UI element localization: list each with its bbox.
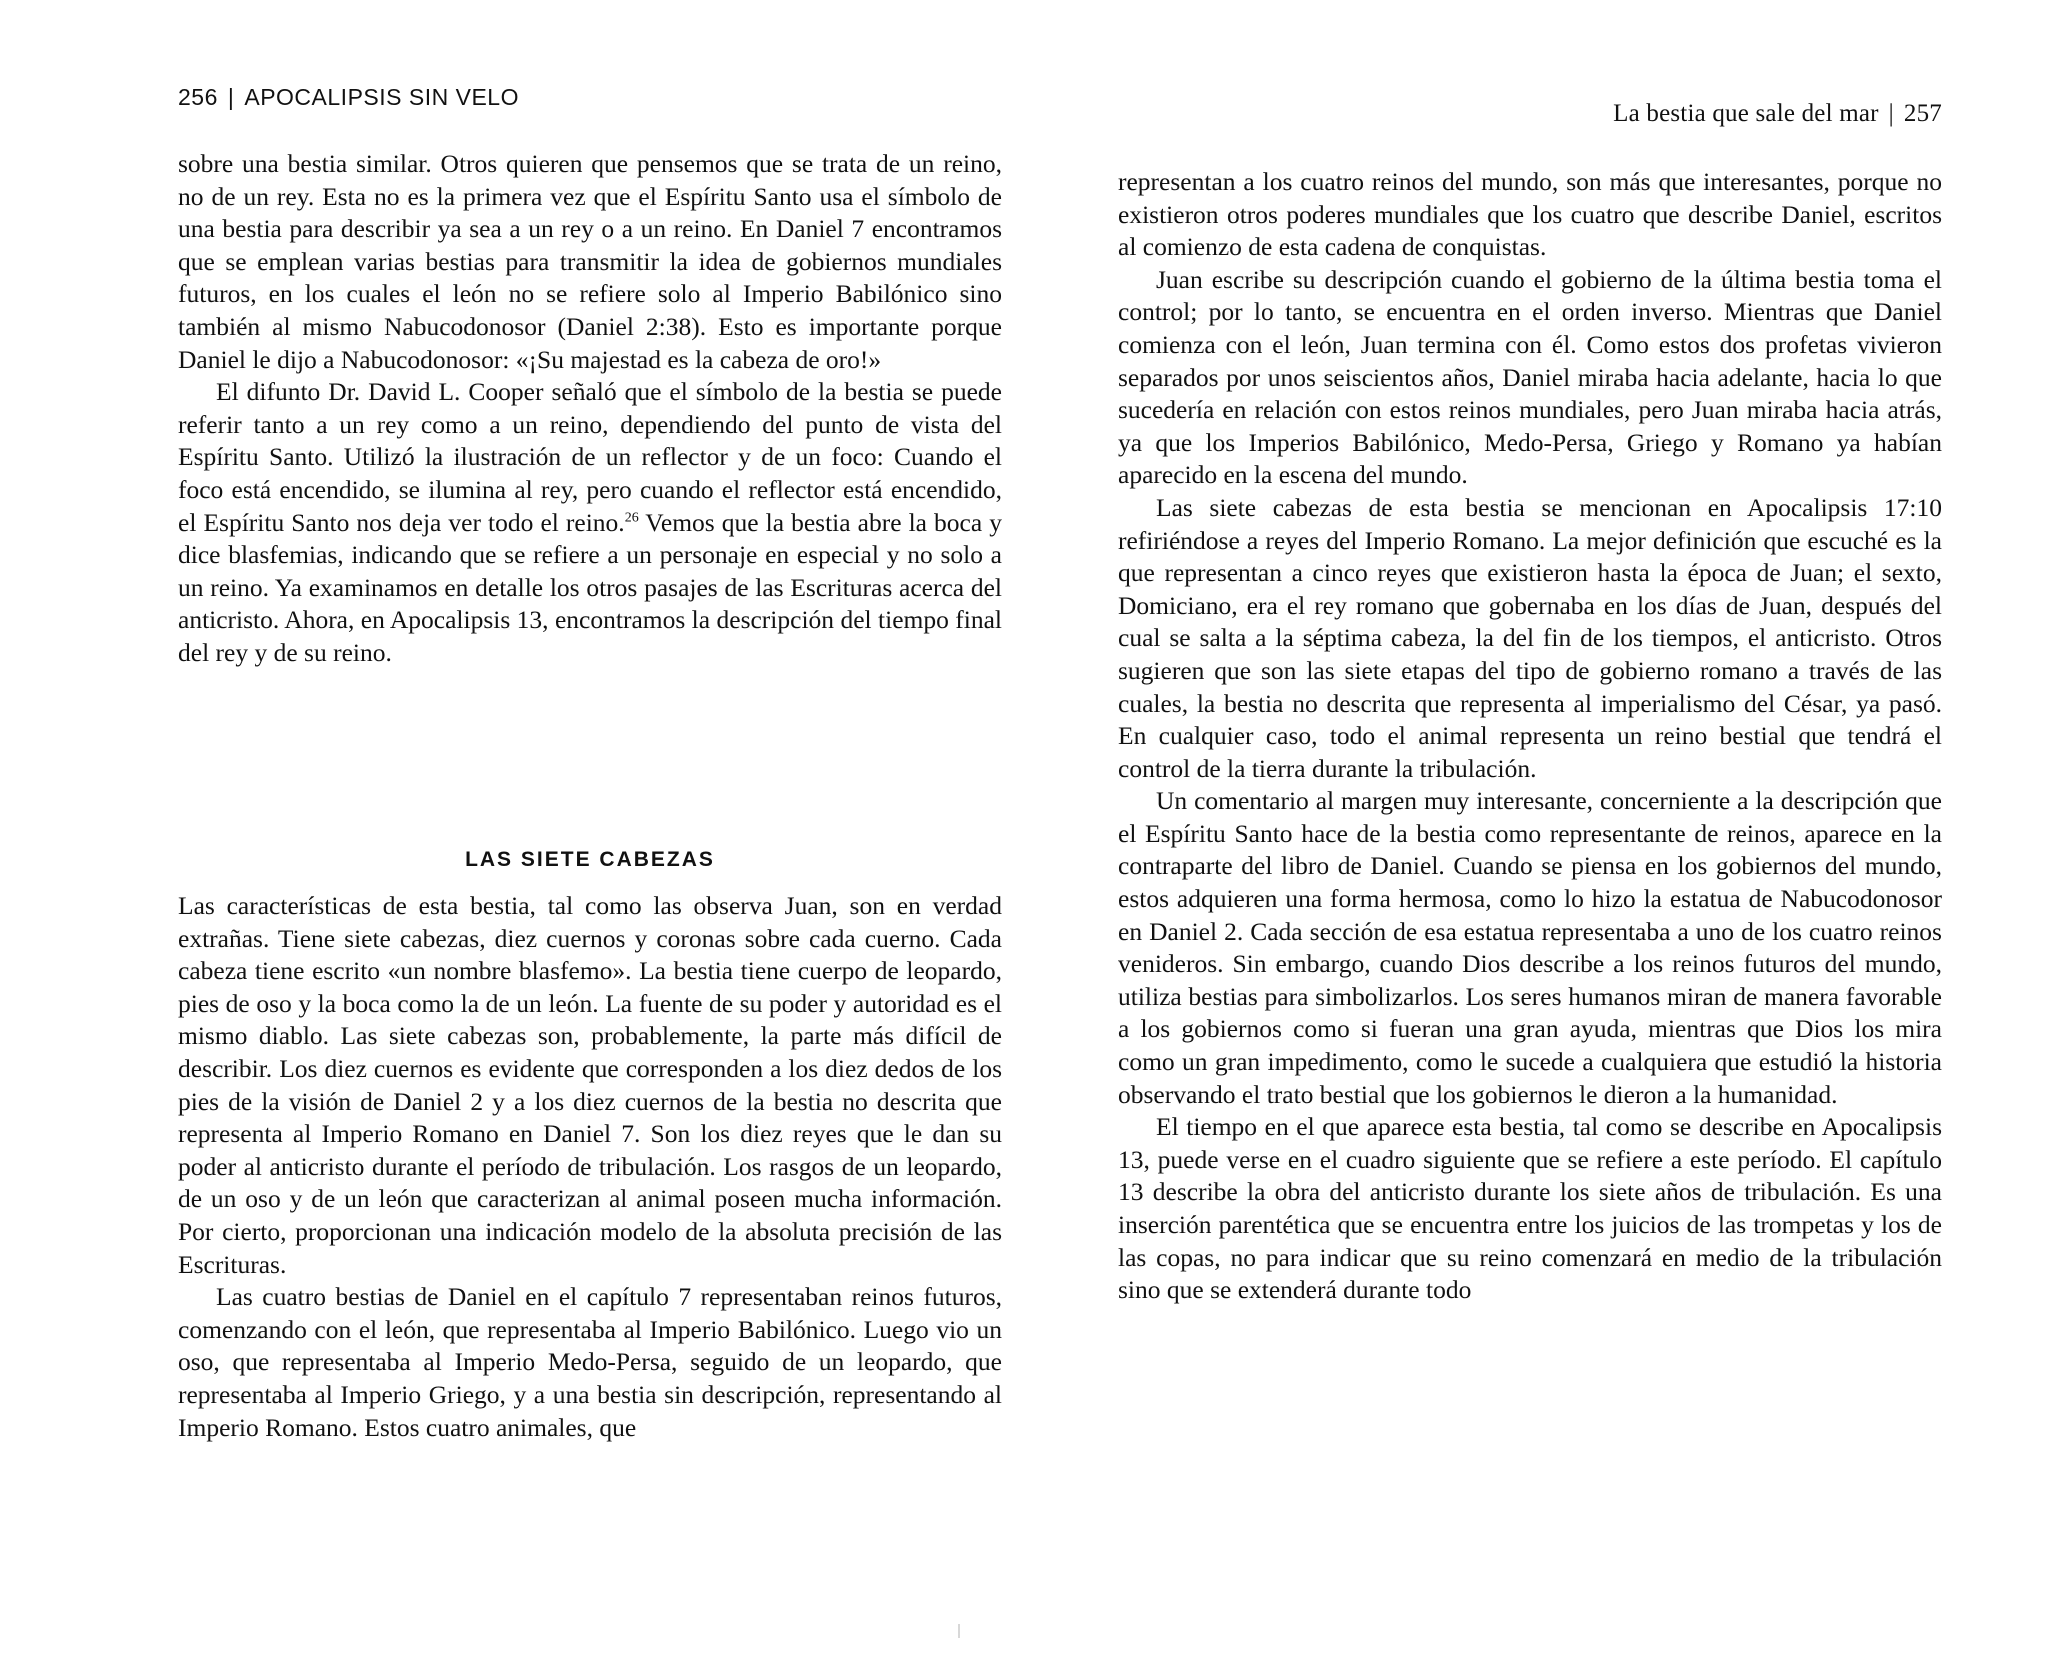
section-heading: LAS SIETE CABEZAS bbox=[465, 848, 715, 871]
right-paragraph-3: Las siete cabezas de esta bestia se mencionan en Apocalipsis 17:10 refiriéndose a reyes del Imperio Romano. La mejor definición que escuché es la que representan a cinco reyes que existieron hasta la época de Juan; el sexto, Domiciano, era el rey romano que gobernaba en los días de Juan, después del cual se salta a la séptima cabeza, la del fin de los tiempos, el anticristo. Otros sugieren que son las siete etapas del tipo de gobierno romano a través de las cuales, la bestia no descrita que representa al imperialismo del César, ya pasó. En cualquier caso, todo el animal representa un reino bestial que tendrá el control de la tierra durante la tribulación. bbox=[1118, 492, 1942, 783]
chapter-title: La bestia que sale del mar bbox=[1613, 100, 1879, 127]
left-paragraph-2-continued: Vemos que la bestia abre la boca y dice blasfemias, indicando que se refiere a un personaje en especial y no solo a un reino. Ya examinamos en detalle los otros pasajes de las Escrituras acerca del anticristo. Ahora, en Apocalipsis 13, encontramos la descripción del tiempo final del rey y de su reino. bbox=[178, 507, 1002, 667]
right-header-separator: | bbox=[1888, 100, 1894, 127]
gutter-mark bbox=[958, 1624, 960, 1638]
left-header-separator: | bbox=[227, 84, 235, 110]
left-page-number: 256 bbox=[178, 84, 218, 110]
left-text-block-top bbox=[178, 148, 1002, 670]
left-page bbox=[178, 0, 1002, 1670]
right-paragraph-1: representan a los cuatro reinos del mundo, son más que interesantes, porque no existieron otros poderes mundiales que los cuatro que describe Daniel, escritos al comienzo de esta cadena de conquistas. bbox=[1118, 167, 1942, 262]
book-title: APOCALIPSIS SIN VELO bbox=[244, 84, 519, 110]
left-running-head bbox=[178, 84, 519, 111]
left-paragraph-2 bbox=[178, 376, 1002, 669]
left-paragraph-2-text: El difunto Dr. David L. Cooper señaló que el símbolo de la bestia se puede referir tanto a un rey como a un reino, dependiendo del punto de vista del Espíritu Santo. Utilizó la ilustración de un reflector y de un foco: Cuando el foco está encendido, se ilumina al rey, pero cuando el reflector está encendido, el Espíritu Santo nos deja ver todo el reino. bbox=[178, 377, 1002, 537]
footnote-reference: 26 bbox=[624, 510, 639, 526]
left-paragraph-4: Las cuatro bestias de Daniel en el capítulo 7 representaban reinos futuros, comenzando con el león, que representaba al Imperio Babilónico. Luego vio un oso, que representaba al Imperio Medo-Persa, seguido de un leopardo, que representaba al Imperio Griego, y a una bestia sin descripción, representando al Imperio Romano. Estos cuatro animales, que bbox=[178, 1282, 1002, 1442]
right-page-number: 257 bbox=[1903, 100, 1942, 127]
right-page bbox=[1118, 0, 1942, 1670]
left-paragraph-1: sobre una bestia similar. Otros quieren que pensemos que se trata de un reino, no de un rey. Esta no es la primera vez que el Espíritu Santo usa el símbolo de una bestia para describir ya sea a un rey o a un reino. En Daniel 7 encontramos que se emplean varias bestias para transmitir la idea de gobiernos mundiales futuros, en los cuales el león no se refiere solo al Imperio Babilónico sino también al mismo Nabucodonosor (Daniel 2:38). Esto es importante porque Daniel le dijo a Nabucodonosor: «¡Su majestad es la cabeza de oro!» bbox=[178, 149, 1002, 374]
left-paragraph-3: Las características de esta bestia, tal como las observa Juan, son en verdad extrañas. Tiene siete cabezas, diez cuernos y coronas sobre cada cuerno. Cada cabeza tiene escrito «un nombre blasfemo». La bestia tiene cuerpo de leopardo, pies de oso y la boca como la de un león. La fuente de su poder y autoridad es el mismo diablo. Las siete cabezas son, probablemente, la parte más difícil de describir. Los diez cuernos es evidente que corresponden a los diez dedos de los pies de la visión de Daniel 2 y a los diez cuernos de la bestia no descrita que representa al Imperio Romano en Daniel 7. Son los diez reyes que le dan su poder al anticristo durante el período de tribulación. Los rasgos de un leopardo, de un oso y de un león que caracterizan al animal poseen mucha información. Por cierto, proporcionan una indicación modelo de la absoluta precisión de las Escrituras. bbox=[178, 891, 1002, 1279]
right-paragraph-5: El tiempo en el que aparece esta bestia, tal como se describe en Apocalipsis 13, puede verse en el cuadro siguiente que se refiere a este período. El capítulo 13 describe la obra del anticristo durante los siete años de tribulación. Es una inserción parentética que se encuentra entre los juicios de las trompetas y los de las copas, no para indicar que su reino comenzará en medio de la tribulación sino que se extenderá durante todo bbox=[1118, 1112, 1942, 1305]
left-text-block-bottom bbox=[178, 890, 1002, 1444]
right-paragraph-4: Un comentario al margen muy interesante, concerniente a la descripción que el Espíritu Santo hace de la bestia como representante de reinos, aparece en la contraparte del libro de Daniel. Cuando se piensa en los gobiernos del mundo, estos adquieren una forma hermosa, como lo hizo la estatua de Nabucodonosor en Daniel 2. Cada sección de esa estatua representaba a uno de los cuatro reinos venideros. Sin embargo, cuando Dios describe a los reinos futuros del mundo, utiliza bestias para simbolizarlos. Los seres humanos miran de manera favorable a los gobiernos como si fueran una gran ayuda, mientras que Dios los mira como un gran impedimento, como le sucede a cualquiera que estudió la historia observando el trato bestial que los gobiernos le dieron a la humanidad. bbox=[1118, 786, 1942, 1109]
right-running-head bbox=[1613, 100, 1942, 128]
right-text-block bbox=[1118, 166, 1942, 1307]
right-paragraph-2: Juan escribe su descripción cuando el gobierno de la última bestia toma el control; por lo tanto, se encuentra en el orden inverso. Mientras que Daniel comienza con el león, Juan termina con él. Como estos dos profetas vivieron separados por unos seiscientos años, Daniel miraba hacia adelante, hacia lo que sucedería en relación con estos reinos mundiales, pero Juan miraba hacia atrás, ya que los Imperios Babilónico, Medo-Persa, Griego y Romano ya habían aparecido en la escena del mundo. bbox=[1118, 264, 1942, 490]
